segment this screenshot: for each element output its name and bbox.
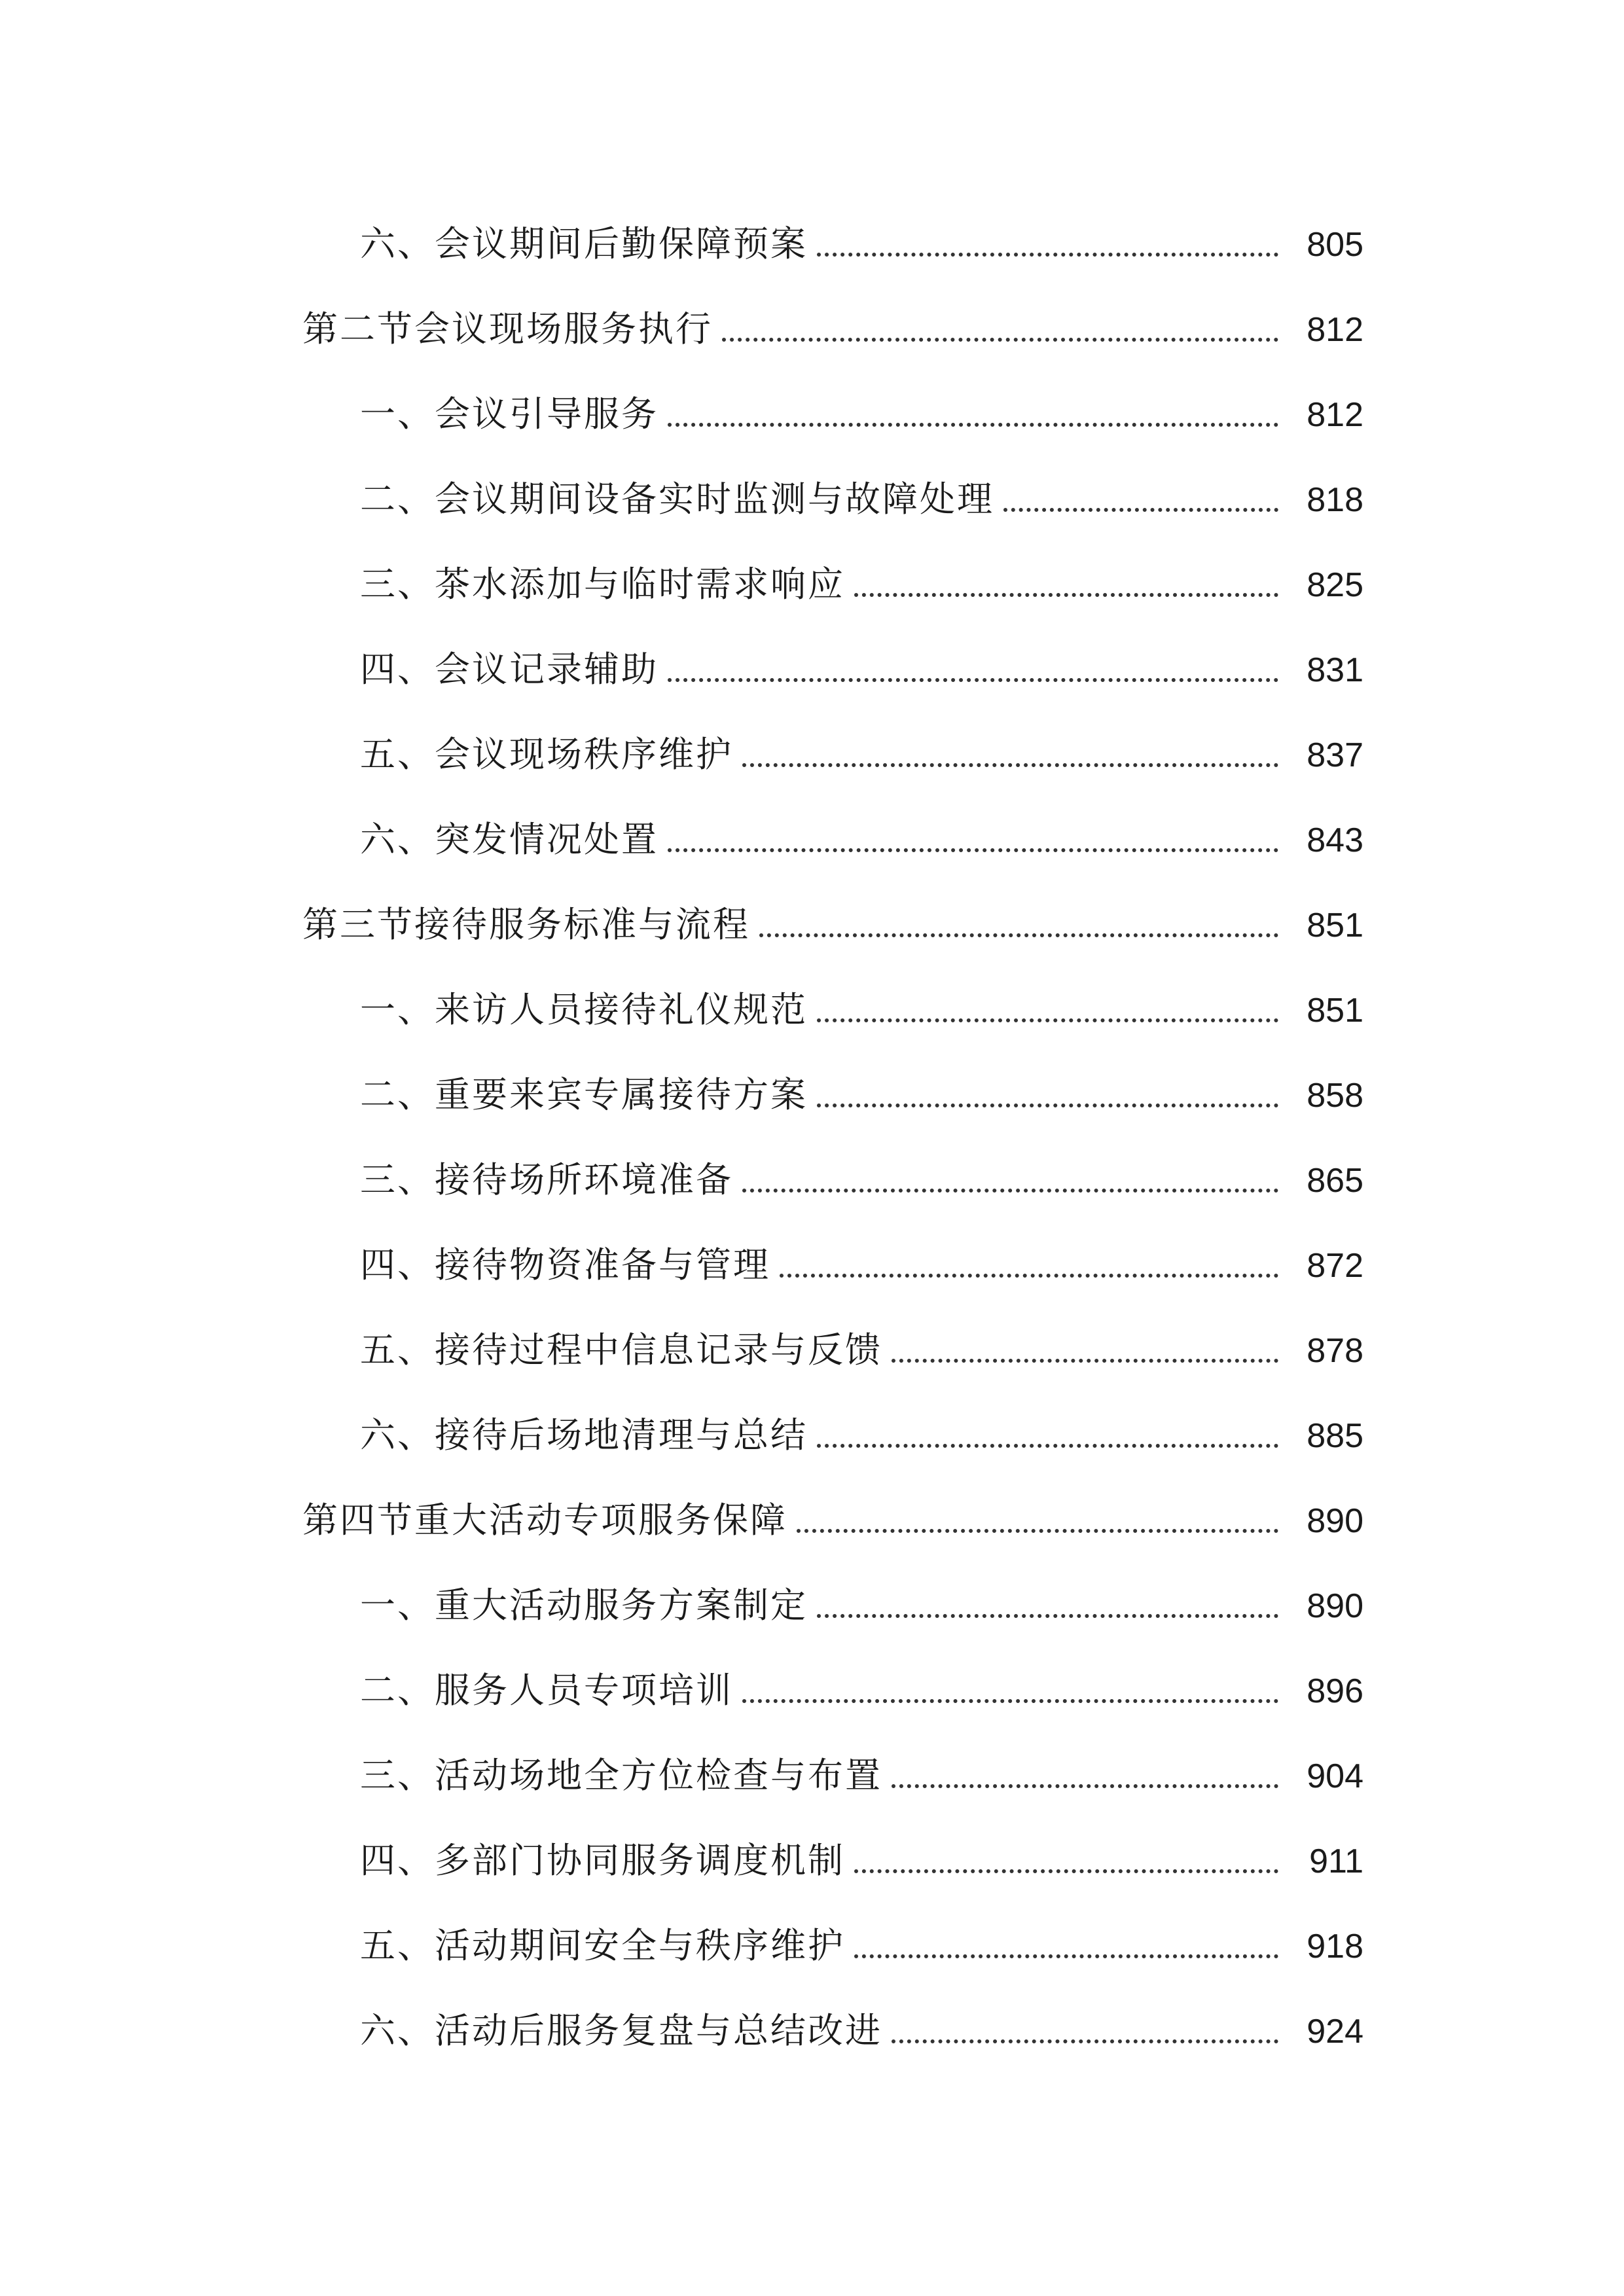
toc-dot-leader (668, 678, 1278, 682)
toc-page-number: 805 (1307, 226, 1363, 264)
toc-subsection-entry[interactable] (0, 1813, 1624, 1881)
toc-dot-leader (817, 1444, 1278, 1448)
toc-subsection-entry[interactable] (0, 707, 1624, 775)
toc-subsection-entry[interactable] (0, 196, 1624, 262)
toc-subsection-entry[interactable] (0, 1217, 1624, 1283)
toc-subsection-entry[interactable] (0, 1983, 1624, 2049)
toc-page-number: 918 (1307, 1928, 1363, 1965)
toc-entry-label: 六、接待后场地清理与总结 (360, 1414, 808, 1456)
toc-dot-leader (892, 1359, 1278, 1363)
toc-page-number: 885 (1307, 1417, 1363, 1455)
toc-entry-label: 一、会议引导服务 (360, 393, 659, 435)
toc-subsection-entry[interactable] (0, 537, 1624, 605)
toc-subsection-entry[interactable] (0, 792, 1624, 860)
toc-page-number: 858 (1307, 1077, 1363, 1115)
toc-page-number: 812 (1307, 311, 1363, 349)
toc-dot-leader (817, 1018, 1278, 1022)
toc-entry-label: 三、接待场所环境准备 (360, 1159, 733, 1200)
toc-dot-leader (780, 1274, 1278, 1278)
toc-dot-leader (797, 1529, 1278, 1533)
toc-entry-label: 第三节接待服务标准与流程 (302, 904, 750, 945)
toc-entry-label: 五、活动期间安全与秩序维护 (360, 1925, 845, 1966)
toc-dot-leader (759, 933, 1278, 937)
toc-dot-leader (892, 1784, 1278, 1788)
toc-section-entry[interactable] (0, 281, 1624, 350)
toc-section-entry[interactable] (0, 877, 1624, 945)
toc-entry-label: 二、服务人员专项培训 (360, 1670, 733, 1711)
toc-entry-label: 六、会议期间后勤保障预案 (360, 223, 808, 264)
toc-subsection-entry[interactable] (0, 1898, 1624, 1964)
toc-page-number: 878 (1307, 1332, 1363, 1370)
toc-subsection-entry[interactable] (0, 622, 1624, 690)
toc-page-number: 843 (1307, 821, 1363, 859)
toc-subsection-entry[interactable] (0, 1728, 1624, 1796)
toc-page-number: 851 (1307, 906, 1363, 944)
toc-dot-leader (854, 1954, 1278, 1958)
toc-dot-leader (817, 1103, 1278, 1107)
toc-page-number: 904 (1307, 1757, 1363, 1795)
toc-subsection-entry[interactable] (0, 1132, 1624, 1198)
toc-dot-leader (854, 593, 1278, 597)
toc-dot-leader (742, 1699, 1278, 1703)
toc-dot-leader (817, 1614, 1278, 1618)
toc-section-entry[interactable] (0, 1473, 1624, 1541)
toc-dot-leader (668, 848, 1278, 852)
toc-page-number: 890 (1307, 1587, 1363, 1625)
toc-entry-label: 四、多部门协同服务调度机制 (360, 1840, 845, 1881)
toc-page-number: 825 (1307, 566, 1363, 604)
toc-entry-label: 三、活动场地全方位检查与布置 (360, 1755, 882, 1796)
toc-subsection-entry[interactable] (0, 1302, 1624, 1371)
toc-page-number: 812 (1307, 396, 1363, 434)
toc-subsection-entry[interactable] (0, 1643, 1624, 1711)
toc-dot-leader (854, 1869, 1278, 1873)
toc-dot-leader (1003, 508, 1278, 512)
toc-subsection-entry[interactable] (0, 367, 1624, 435)
toc-entry-label: 二、会议期间设备实时监测与故障处理 (360, 478, 994, 520)
toc-subsection-entry[interactable] (0, 1047, 1624, 1113)
toc-page-number: 896 (1307, 1672, 1363, 1710)
toc-entry-label: 三、茶水添加与临时需求响应 (360, 564, 845, 605)
toc-entry-label: 第二节会议现场服务执行 (302, 308, 713, 350)
toc-dot-leader (892, 2039, 1278, 2043)
toc-entry-label: 五、会议现场秩序维护 (360, 734, 733, 775)
toc-entry-label: 一、重大活动服务方案制定 (360, 1585, 808, 1626)
toc-dot-leader (742, 1189, 1278, 1193)
toc-page-number: 831 (1307, 651, 1363, 689)
toc-entry-label: 四、接待物资准备与管理 (360, 1244, 770, 1285)
toc-entry-label: 第四节重大活动专项服务保障 (302, 1499, 787, 1541)
toc-page-number: 837 (1307, 736, 1363, 774)
toc-entry-label: 四、会议记录辅助 (360, 649, 659, 690)
toc-entry-label: 六、活动后服务复盘与总结改进 (360, 2010, 882, 2051)
toc-page-number: 890 (1307, 1502, 1363, 1540)
toc-page-number: 818 (1307, 481, 1363, 519)
toc-page-number: 872 (1307, 1247, 1363, 1285)
toc-page-number: 865 (1307, 1162, 1363, 1200)
toc-dot-leader (817, 253, 1278, 257)
toc-page-number: 911 (1309, 1842, 1363, 1880)
toc-subsection-entry[interactable] (0, 1558, 1624, 1626)
toc-page-number: 851 (1307, 992, 1363, 1030)
toc-page-number: 924 (1307, 2013, 1363, 2051)
toc-subsection-entry[interactable] (0, 962, 1624, 1028)
toc-dot-leader (722, 338, 1278, 342)
toc-dot-leader (668, 423, 1278, 427)
toc-entry-label: 二、重要来宾专属接待方案 (360, 1074, 808, 1115)
toc-subsection-entry[interactable] (0, 452, 1624, 520)
toc-entry-label: 六、突发情况处置 (360, 819, 659, 860)
toc-entry-label: 五、接待过程中信息记录与反馈 (360, 1329, 882, 1371)
toc-dot-leader (742, 763, 1278, 767)
toc-entry-label: 一、来访人员接待礼仪规范 (360, 989, 808, 1030)
toc-subsection-entry[interactable] (0, 1388, 1624, 1456)
